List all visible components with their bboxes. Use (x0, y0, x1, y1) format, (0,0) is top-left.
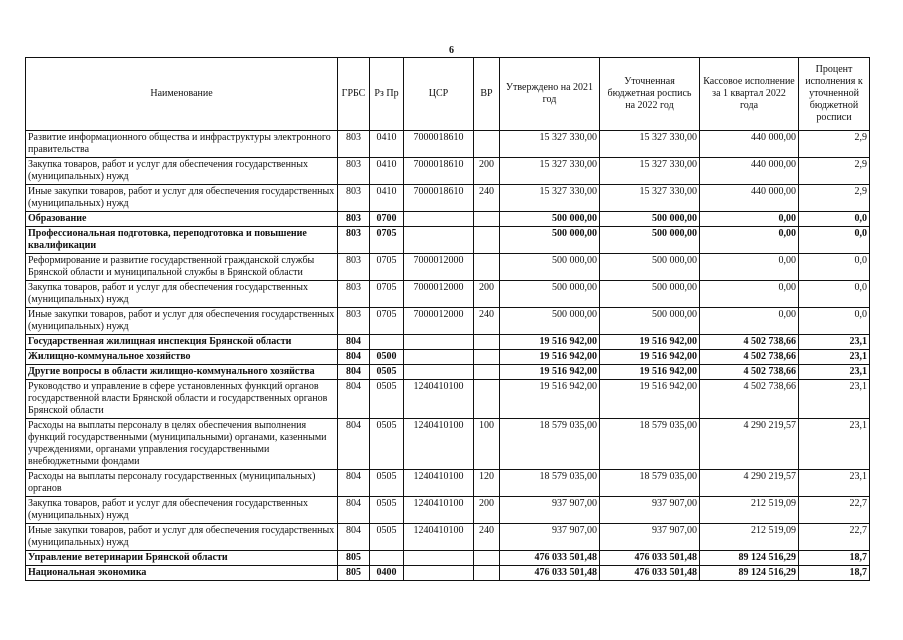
header-rzpr: Рз Пр (370, 58, 404, 131)
page-number: 6 (449, 45, 454, 56)
cell-cash: 440 000,00 (700, 131, 799, 158)
cell-grbs: 804 (338, 365, 370, 380)
cell-grbs: 803 (338, 212, 370, 227)
cell-vr (474, 131, 500, 158)
table-row (26, 551, 870, 566)
cell-grbs: 804 (338, 380, 370, 419)
cell-percent: 22,7 (799, 524, 870, 551)
cell-percent: 0,0 (799, 212, 870, 227)
cell-rzpr: 0505 (370, 470, 404, 497)
cell-grbs: 805 (338, 566, 370, 581)
cell-name: Иные закупки товаров, работ и услуг для обеспечения государственных (муниципальных) нужд (26, 524, 338, 551)
cell-cash: 212 519,09 (700, 524, 799, 551)
cell-percent: 18,7 (799, 551, 870, 566)
cell-cash: 4 502 738,66 (700, 380, 799, 419)
table-row (26, 158, 870, 185)
cell-name: Закупка товаров, работ и услуг для обеспечения государственных (муниципальных) нужд (26, 281, 338, 308)
cell-rzpr: 0505 (370, 524, 404, 551)
cell-name: Профессиональная подготовка, переподготовка и повышение квалификации (26, 227, 338, 254)
cell-refined: 15 327 330,00 (600, 158, 700, 185)
cell-refined: 500 000,00 (600, 281, 700, 308)
cell-rzpr: 0400 (370, 566, 404, 581)
cell-refined: 937 907,00 (600, 497, 700, 524)
cell-rzpr: 0410 (370, 185, 404, 212)
cell-csr: 1240410100 (404, 419, 474, 470)
cell-name: Расходы на выплаты персоналу государственных (муниципальных) органов (26, 470, 338, 497)
cell-refined: 18 579 035,00 (600, 419, 700, 470)
cell-approved: 937 907,00 (500, 497, 600, 524)
cell-percent: 22,7 (799, 497, 870, 524)
table-row (26, 380, 870, 419)
cell-vr (474, 380, 500, 419)
cell-approved: 15 327 330,00 (500, 131, 600, 158)
cell-rzpr (370, 551, 404, 566)
cell-grbs: 805 (338, 551, 370, 566)
cell-grbs: 804 (338, 419, 370, 470)
cell-csr: 7000018610 (404, 185, 474, 212)
table-row (26, 227, 870, 254)
cell-csr: 1240410100 (404, 380, 474, 419)
cell-vr (474, 227, 500, 254)
cell-csr: 7000012000 (404, 308, 474, 335)
cell-rzpr: 0410 (370, 158, 404, 185)
cell-rzpr: 0705 (370, 281, 404, 308)
cell-rzpr: 0700 (370, 212, 404, 227)
cell-approved: 18 579 035,00 (500, 470, 600, 497)
cell-csr: 7000018610 (404, 131, 474, 158)
cell-vr: 100 (474, 419, 500, 470)
cell-name: Управление ветеринарии Брянской области (26, 551, 338, 566)
cell-rzpr: 0705 (370, 254, 404, 281)
cell-grbs: 804 (338, 497, 370, 524)
cell-cash: 89 124 516,29 (700, 551, 799, 566)
table-row (26, 419, 870, 470)
cell-refined: 15 327 330,00 (600, 131, 700, 158)
cell-rzpr: 0505 (370, 380, 404, 419)
cell-csr: 7000012000 (404, 281, 474, 308)
cell-cash: 0,00 (700, 254, 799, 281)
cell-refined: 937 907,00 (600, 524, 700, 551)
cell-vr (474, 254, 500, 281)
cell-percent: 2,9 (799, 158, 870, 185)
cell-name: Расходы на выплаты персоналу в целях обеспечения выполнения функций государственными (муниципальными) органами, казенными учреждениями, органами управления государственными внебюджетными фондами (26, 419, 338, 470)
cell-approved: 500 000,00 (500, 227, 600, 254)
table-row (26, 350, 870, 365)
table-row (26, 470, 870, 497)
cell-name: Иные закупки товаров, работ и услуг для обеспечения государственных (муниципальных) нужд (26, 308, 338, 335)
cell-rzpr: 0705 (370, 308, 404, 335)
table-body (26, 131, 870, 581)
cell-percent: 23,1 (799, 419, 870, 470)
cell-percent: 0,0 (799, 281, 870, 308)
cell-vr (474, 335, 500, 350)
cell-grbs: 804 (338, 350, 370, 365)
cell-vr (474, 551, 500, 566)
cell-refined: 18 579 035,00 (600, 470, 700, 497)
table-row (26, 254, 870, 281)
cell-csr (404, 212, 474, 227)
cell-rzpr: 0505 (370, 419, 404, 470)
cell-cash: 0,00 (700, 281, 799, 308)
cell-cash: 4 502 738,66 (700, 350, 799, 365)
cell-refined: 15 327 330,00 (600, 185, 700, 212)
cell-cash: 4 290 219,57 (700, 419, 799, 470)
cell-rzpr: 0410 (370, 131, 404, 158)
cell-cash: 0,00 (700, 212, 799, 227)
cell-refined: 19 516 942,00 (600, 350, 700, 365)
cell-vr: 240 (474, 524, 500, 551)
cell-refined: 500 000,00 (600, 227, 700, 254)
cell-grbs: 804 (338, 470, 370, 497)
cell-grbs: 803 (338, 281, 370, 308)
cell-vr: 200 (474, 281, 500, 308)
header-csr: ЦСР (404, 58, 474, 131)
cell-csr (404, 227, 474, 254)
cell-percent: 0,0 (799, 308, 870, 335)
cell-csr (404, 566, 474, 581)
cell-name: Развитие информационного общества и инфраструктуры электронного правительства (26, 131, 338, 158)
header-cash: Кассовое исполнение за 1 квартал 2022 года (700, 58, 799, 131)
cell-approved: 19 516 942,00 (500, 365, 600, 380)
cell-cash: 4 502 738,66 (700, 335, 799, 350)
cell-rzpr: 0705 (370, 227, 404, 254)
header-refined: Уточненная бюджетная роспись на 2022 год (600, 58, 700, 131)
cell-cash: 4 502 738,66 (700, 365, 799, 380)
table-row (26, 365, 870, 380)
table-row (26, 524, 870, 551)
header-vr: ВР (474, 58, 500, 131)
cell-cash: 0,00 (700, 227, 799, 254)
cell-vr (474, 566, 500, 581)
cell-vr: 200 (474, 497, 500, 524)
cell-percent: 0,0 (799, 254, 870, 281)
cell-vr: 200 (474, 158, 500, 185)
table-row (26, 335, 870, 350)
table-row (26, 131, 870, 158)
cell-percent: 18,7 (799, 566, 870, 581)
cell-approved: 500 000,00 (500, 308, 600, 335)
table-header-row (26, 58, 870, 131)
cell-rzpr: 0505 (370, 497, 404, 524)
cell-grbs: 803 (338, 185, 370, 212)
cell-grbs: 804 (338, 524, 370, 551)
cell-cash: 440 000,00 (700, 158, 799, 185)
table-row (26, 308, 870, 335)
cell-vr: 240 (474, 308, 500, 335)
cell-grbs: 803 (338, 158, 370, 185)
cell-percent: 23,1 (799, 350, 870, 365)
cell-percent: 2,9 (799, 131, 870, 158)
table-row (26, 281, 870, 308)
cell-approved: 476 033 501,48 (500, 551, 600, 566)
cell-approved: 500 000,00 (500, 254, 600, 281)
table-row (26, 185, 870, 212)
cell-approved: 18 579 035,00 (500, 419, 600, 470)
cell-name: Образование (26, 212, 338, 227)
cell-refined: 19 516 942,00 (600, 380, 700, 419)
cell-percent: 23,1 (799, 365, 870, 380)
cell-grbs: 803 (338, 131, 370, 158)
table-row (26, 212, 870, 227)
cell-vr (474, 365, 500, 380)
header-name: Наименование (26, 58, 338, 131)
cell-name: Государственная жилищная инспекция Брянской области (26, 335, 338, 350)
cell-approved: 19 516 942,00 (500, 380, 600, 419)
cell-name: Руководство и управление в сфере установленных функций органов государственной власти Брянской области и государственных органов Брянской области (26, 380, 338, 419)
cell-csr (404, 350, 474, 365)
cell-vr (474, 212, 500, 227)
cell-grbs: 803 (338, 308, 370, 335)
cell-csr: 7000018610 (404, 158, 474, 185)
cell-approved: 500 000,00 (500, 281, 600, 308)
cell-approved: 937 907,00 (500, 524, 600, 551)
cell-cash: 89 124 516,29 (700, 566, 799, 581)
cell-name: Закупка товаров, работ и услуг для обеспечения государственных (муниципальных) нужд (26, 158, 338, 185)
cell-approved: 476 033 501,48 (500, 566, 600, 581)
header-percent: Процент исполнения к уточненной бюджетной росписи (799, 58, 870, 131)
cell-percent: 0,0 (799, 227, 870, 254)
cell-cash: 212 519,09 (700, 497, 799, 524)
cell-cash: 4 290 219,57 (700, 470, 799, 497)
cell-rzpr: 0500 (370, 350, 404, 365)
cell-vr (474, 350, 500, 365)
cell-approved: 500 000,00 (500, 212, 600, 227)
cell-cash: 440 000,00 (700, 185, 799, 212)
table-row (26, 497, 870, 524)
cell-approved: 15 327 330,00 (500, 185, 600, 212)
cell-csr (404, 365, 474, 380)
cell-csr (404, 335, 474, 350)
cell-refined: 19 516 942,00 (600, 335, 700, 350)
cell-name: Другие вопросы в области жилищно-коммунального хозяйства (26, 365, 338, 380)
cell-csr (404, 551, 474, 566)
cell-refined: 500 000,00 (600, 212, 700, 227)
cell-refined: 500 000,00 (600, 254, 700, 281)
cell-approved: 19 516 942,00 (500, 350, 600, 365)
cell-grbs: 804 (338, 335, 370, 350)
cell-cash: 0,00 (700, 308, 799, 335)
cell-percent: 23,1 (799, 335, 870, 350)
cell-approved: 19 516 942,00 (500, 335, 600, 350)
table-row (26, 566, 870, 581)
cell-rzpr (370, 335, 404, 350)
cell-name: Национальная экономика (26, 566, 338, 581)
cell-refined: 19 516 942,00 (600, 365, 700, 380)
cell-vr: 240 (474, 185, 500, 212)
cell-csr: 1240410100 (404, 497, 474, 524)
cell-percent: 23,1 (799, 380, 870, 419)
cell-refined: 500 000,00 (600, 308, 700, 335)
cell-rzpr: 0505 (370, 365, 404, 380)
cell-name: Закупка товаров, работ и услуг для обеспечения государственных (муниципальных) нужд (26, 497, 338, 524)
cell-percent: 23,1 (799, 470, 870, 497)
cell-vr: 120 (474, 470, 500, 497)
header-approved: Утверждено на 2021 год (500, 58, 600, 131)
cell-refined: 476 033 501,48 (600, 566, 700, 581)
cell-grbs: 803 (338, 254, 370, 281)
cell-name: Жилищно-коммунальное хозяйство (26, 350, 338, 365)
cell-csr: 1240410100 (404, 524, 474, 551)
budget-execution-table (25, 57, 870, 581)
cell-percent: 2,9 (799, 185, 870, 212)
cell-name: Реформирование и развитие государственной гражданской службы Брянской области и муниципальной службы в Брянской области (26, 254, 338, 281)
header-grbs: ГРБС (338, 58, 370, 131)
cell-refined: 476 033 501,48 (600, 551, 700, 566)
cell-csr: 1240410100 (404, 470, 474, 497)
cell-csr: 7000012000 (404, 254, 474, 281)
cell-grbs: 803 (338, 227, 370, 254)
cell-name: Иные закупки товаров, работ и услуг для обеспечения государственных (муниципальных) нужд (26, 185, 338, 212)
cell-approved: 15 327 330,00 (500, 158, 600, 185)
